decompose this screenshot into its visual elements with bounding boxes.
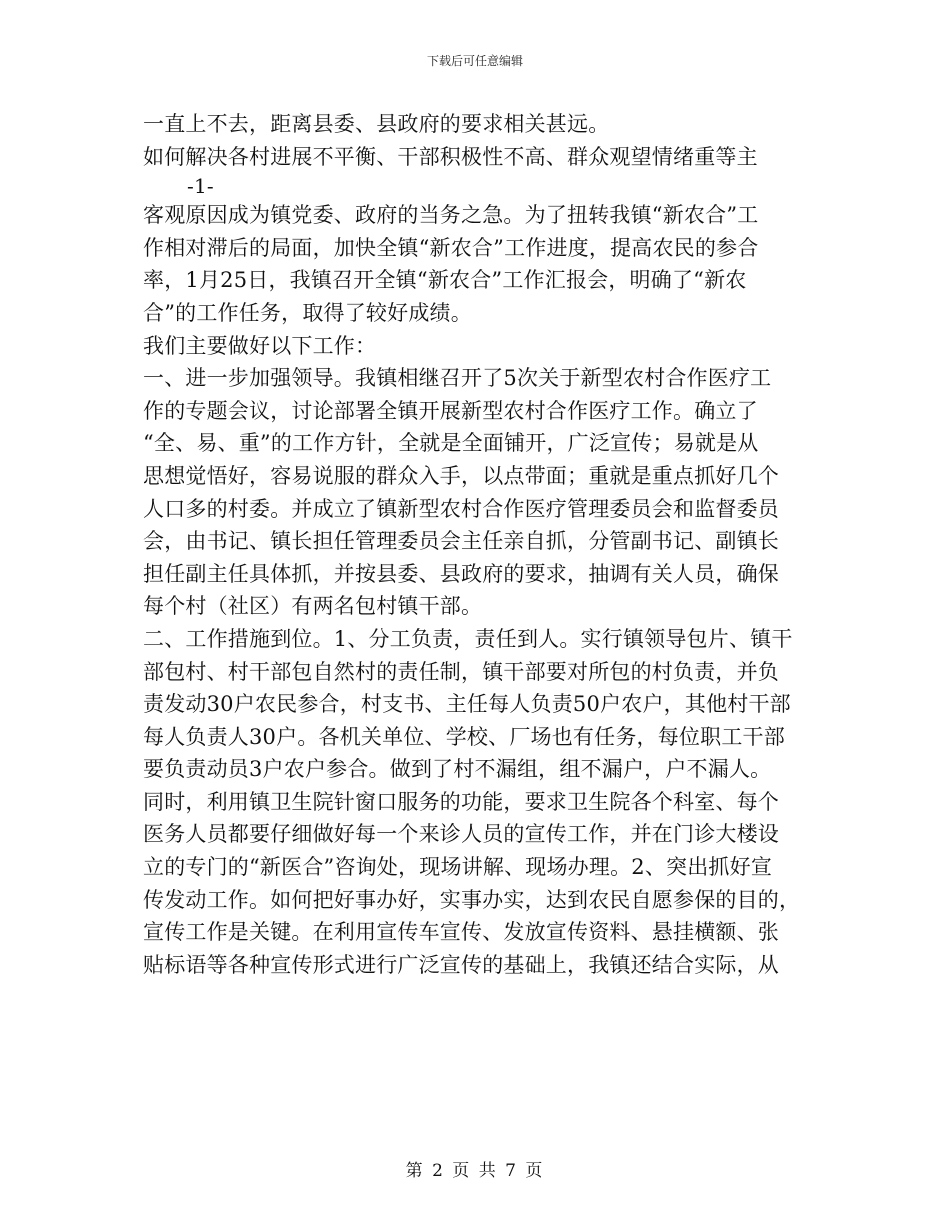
text-line: 会，由书记、镇长担任管理委员会主任亲自抓，分管副书记、副镇长 bbox=[143, 529, 779, 554]
text-line: 如何解决各村进展不平衡、干部积极性不高、群众观望情绪重等主 bbox=[143, 144, 758, 169]
text-line: 每个村（社区）有两名包村镇干部。 bbox=[143, 594, 483, 619]
text-line: “全、易、重”的工作方针，全就是全面铺开，广泛宣传；易就是从 bbox=[143, 431, 759, 456]
page-marker: -1- bbox=[187, 174, 214, 199]
text-line: 宣传工作是关键。在利用宣传车宣传、发放宣传资料、悬挂横额、张 bbox=[143, 920, 779, 945]
text-line: 责发动30户农民参合，村支书、主任每人负责50户农户，其他村干部 bbox=[143, 692, 791, 717]
text-line: 传发动工作。如何把好事办好，实事办实，达到农民自愿参保的目的， bbox=[143, 887, 801, 912]
text-line: 二、工作措施到位。1、分工负责，责任到人。实行镇领导包片、镇干 bbox=[143, 626, 793, 651]
text-line: 要负责动员3户农户参合。做到了村不漏组，组不漏户，户不漏人。 bbox=[143, 757, 772, 782]
text-line: 我们主要做好以下工作： bbox=[143, 333, 377, 358]
text-line: 同时，利用镇卫生院针窗口服务的功能，要求卫生院各个科室、每个 bbox=[143, 789, 779, 814]
document-body bbox=[143, 108, 815, 981]
text-line: 作相对滞后的局面，加快全镇“新农合”工作进度，提高农民的参合 bbox=[143, 235, 759, 260]
text-line: 担任副主任具体抓，并按县委、县政府的要求，抽调有关人员，确保 bbox=[143, 561, 779, 586]
text-line: 合”的工作任务，取得了较好成绩。 bbox=[143, 300, 472, 325]
page-footer: 第 2 页 共 7 页 bbox=[405, 1161, 545, 1181]
text-line: 作的专题会议，讨论部署全镇开展新型农村合作医疗工作。确立了 bbox=[143, 398, 758, 423]
text-line: 率，1月25日，我镇召开全镇“新农合”工作汇报会，明确了“新农 bbox=[143, 268, 747, 293]
text-line: 一直上不去，距离县委、县政府的要求相关甚远。 bbox=[143, 112, 610, 136]
text-line: 人口多的村委。并成立了镇新型农村合作医疗管理委员会和监督委员 bbox=[143, 496, 779, 521]
text-line: 立的专门的“新医合”咨询处，现场讲解、现场办理。2、突出抓好宣 bbox=[143, 855, 773, 880]
text-line: 医务人员都要仔细做好每一个来诊人员的宣传工作，并在门诊大楼设 bbox=[143, 822, 779, 847]
text-line: 部包村、村干部包自然村的责任制，镇干部要对所包的村负责，并负 bbox=[143, 659, 779, 684]
header-note: 下载后可任意编辑 bbox=[426, 54, 523, 68]
text-line: 客观原因成为镇党委、政府的当务之急。为了扭转我镇“新农合”工 bbox=[143, 203, 759, 228]
text-line: 贴标语等各种宣传形式进行广泛宣传的基础上，我镇还结合实际，从 bbox=[143, 952, 779, 977]
text-line: 一、进一步加强领导。我镇相继召开了5次关于新型农村合作医疗工 bbox=[143, 366, 772, 391]
text-line: 每人负责人30户。各机关单位、学校、厂场也有任务，每位职工干部 bbox=[143, 724, 785, 749]
text-line: 思想觉悟好，容易说服的群众入手，以点带面；重就是重点抓好几个 bbox=[143, 463, 779, 488]
